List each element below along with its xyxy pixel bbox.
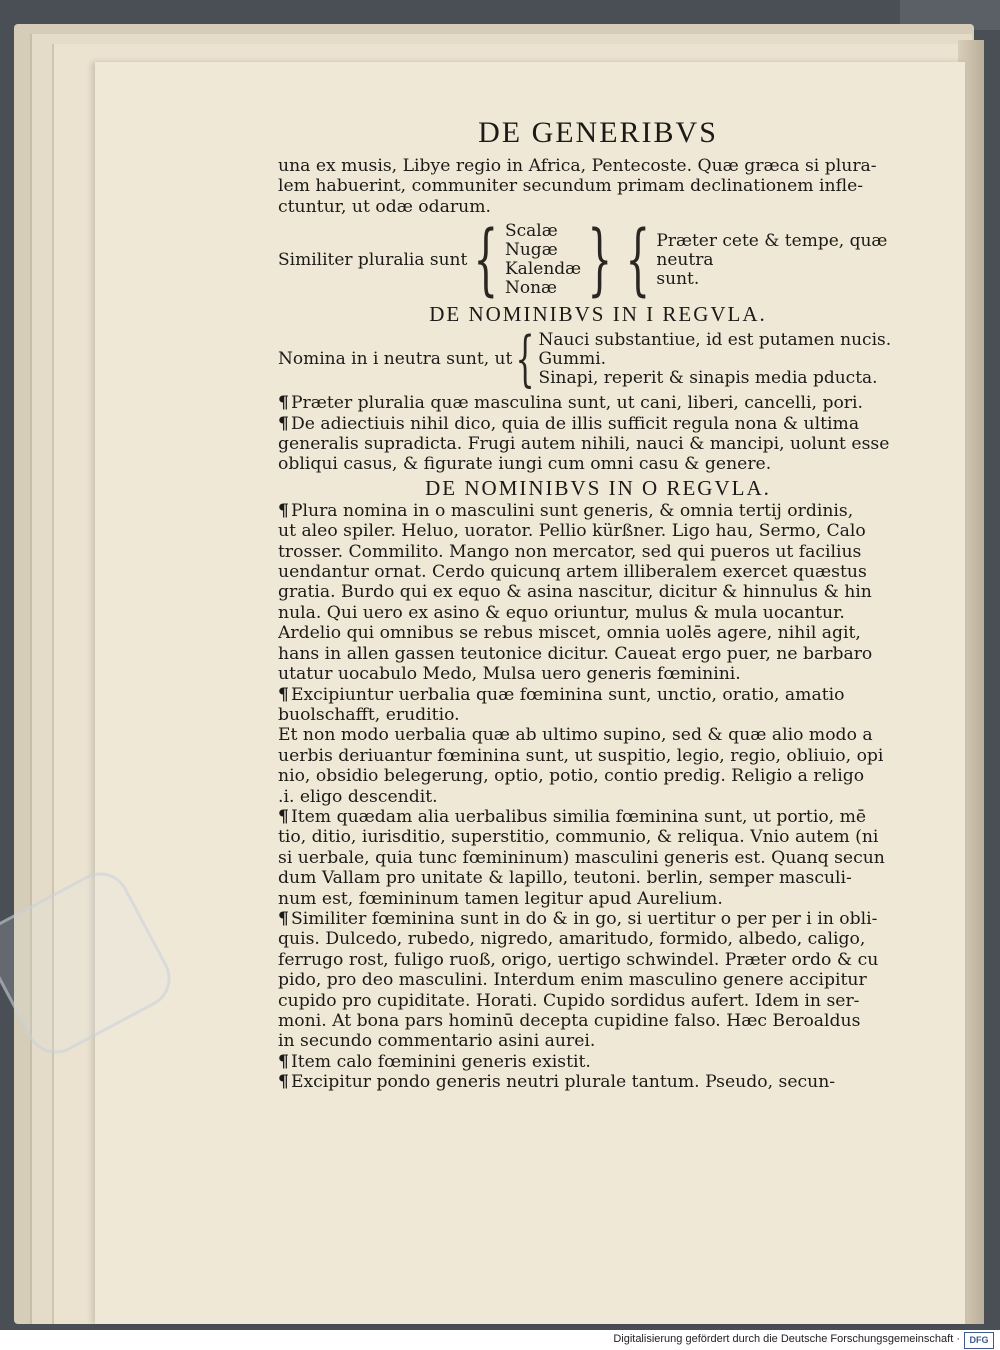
intro-line: una ex musis, Libye regio in Africa, Pentecoste. Quæ græca si plura- — [278, 156, 877, 176]
brace-item: Nauci substantiue, id est putamen nucis. — [538, 329, 892, 350]
footer-credit: Digitalisierung gefördert durch die Deutsche Forschungsgemeinschaft · — [613, 1333, 960, 1345]
intro-line: ctuntur, ut odæ odarum. — [278, 196, 491, 217]
brace-left-label: Nomina in i neutra sunt, ut — [278, 349, 513, 370]
text-line — [278, 1072, 918, 1092]
brace-item: Kalendæ — [504, 259, 582, 280]
text-line — [278, 766, 918, 786]
text-line — [278, 868, 918, 888]
line-text: Item quædam alia uerbalibus similia fœminina sunt, ut portio, mē — [290, 806, 867, 827]
paragraph — [278, 393, 918, 413]
line-text: cupido pro cupiditate. Horati. Cupido sordidus aufert. Idem in ser- — [278, 990, 860, 1011]
line-text: Similiter fœminina sunt in do & in go, si uertitur o per per i in obli- — [290, 908, 878, 929]
section-o-body — [278, 501, 918, 1093]
text-line — [278, 664, 918, 684]
line-text: .i. eligo descendit. — [278, 786, 438, 807]
text-line — [278, 623, 918, 643]
pilcrow-icon: ¶ — [278, 684, 289, 705]
brace-item: Nonæ — [504, 278, 558, 299]
left-brace-icon: { — [515, 324, 535, 395]
line-text: nula. Qui uero ex asino & equo oriuntur, mulus & mula uocantur. — [278, 602, 845, 623]
section-heading-o: DE NOMINIBVS IN O REGVLA. — [425, 475, 771, 500]
brace-item: Nugæ — [504, 240, 558, 261]
line-text: Excipiuntur uerbalia quæ fœminina sunt, unctio, oratio, amatio — [290, 684, 845, 705]
text-line — [278, 1052, 918, 1072]
line-text: moni. At bona pars hominū decepta cupidine falso. Hæc Beroaldus — [278, 1011, 861, 1031]
line-text: ut aleo spiler. Heluo, uorator. Pellio kürßner. Ligo hau, Sermo, Calo — [278, 521, 866, 542]
text-line — [278, 970, 918, 990]
text-line — [278, 603, 918, 623]
paragraph-text: Præter pluralia quæ masculina sunt, ut cani, liberi, cancelli, pori. — [290, 393, 863, 414]
line-text: dum Vallam pro unitate & lapillo, teutoni. berlin, semper masculi- — [278, 868, 852, 889]
brace-item-list — [505, 222, 581, 298]
paragraph — [278, 414, 918, 475]
line-text: Excipitur pondo generis neutri plurale tantum. Pseudo, secun- — [290, 1072, 836, 1093]
brace-item: Sinapi, reperit & sinapis media pducta. — [538, 367, 878, 388]
text-line — [278, 827, 918, 847]
line-text: quis. Dulcedo, rubedo, nigredo, amaritudo, formido, albedo, caligo, — [278, 929, 866, 950]
text-line — [278, 746, 918, 766]
footer-bar — [0, 1330, 1000, 1350]
text-line — [278, 909, 918, 929]
text-line — [278, 807, 918, 827]
text-line — [278, 685, 918, 705]
paragraph-text: De adiectiuis nihil dico, quia de illis sufficit regula nona & ultima generalis supradicta. Frugi autem nihili, nauci & mancipi, uolunt esse obliqui casus, & figurate iungi cum omni casu & genere. — [278, 413, 890, 475]
text-line — [278, 889, 918, 909]
line-text: num est, fœmininum tamen legitur apud Aurelium. — [278, 888, 723, 909]
pilcrow-icon: ¶ — [278, 908, 289, 929]
text-line — [278, 929, 918, 949]
running-head: DE GENERIBVS — [478, 116, 718, 149]
text-line — [278, 501, 918, 521]
intro-paragraph — [278, 156, 918, 217]
left-brace-icon: { — [625, 215, 651, 306]
pilcrow-icon: ¶ — [278, 1051, 289, 1072]
line-text: uerbis deriuantur fœminina sunt, ut suspitio, legio, regio, obliuio, opi — [278, 745, 884, 766]
right-brace-icon: } — [587, 215, 613, 306]
page-text — [278, 118, 918, 1093]
dfg-logo: DFG — [964, 1332, 994, 1349]
text-line — [278, 542, 918, 562]
line-text: trosser. Commilito. Mango non mercator, sed qui pueros ut facilius — [278, 541, 862, 562]
pilcrow-icon: ¶ — [278, 1072, 289, 1093]
left-brace-icon: { — [473, 215, 499, 306]
line-text: Et non modo uerbalia quæ ab ultimo supino, sed & quæ alio modo a — [278, 725, 873, 746]
line-text: nio, obsidio belegerung, optio, potio, contio predig. Religio a religo — [278, 766, 865, 787]
plurals-brace-block — [278, 215, 918, 306]
brace-right-note — [656, 232, 918, 289]
text-line — [278, 521, 918, 541]
line-text: buolschafft, eruditio. — [278, 704, 460, 725]
line-text: si uerbale, quia tunc fœmininum) masculini generis est. Quanq secun — [278, 847, 885, 868]
text-line — [278, 787, 918, 807]
pilcrow-icon: ¶ — [278, 413, 289, 434]
brace-item: Gummi. — [538, 348, 607, 369]
brace-note-line: Præter cete & tempe, quæ neutra — [656, 230, 888, 270]
line-text: utatur uocabulo Medo, Mulsa uero generis fœminini. — [278, 664, 741, 685]
line-text: in secundo commentario asini aurei. — [278, 1031, 596, 1052]
line-text: pido, pro deo masculini. Interdum enim masculino genere accipitur — [278, 970, 867, 991]
pilcrow-icon: ¶ — [278, 500, 289, 521]
line-text: Item calo fœminini generis existit. — [290, 1051, 591, 1072]
brace-note-line: sunt. — [656, 268, 700, 289]
line-text: tio, ditio, iurisditio, superstitio, communio, & reliqua. Vnio autem (ni — [278, 827, 879, 848]
line-text: gratia. Burdo qui ex equo & asina nascitur, dicitur & hinnulus & hin — [278, 582, 872, 603]
brace-item-list — [538, 331, 891, 388]
brace-item: Scalæ — [504, 221, 558, 242]
section-heading-i: DE NOMINIBVS IN I REGVLA. — [429, 302, 767, 327]
brace-left-label: Similiter pluralia sunt — [278, 250, 468, 271]
text-line — [278, 562, 918, 582]
text-line — [278, 582, 918, 602]
pilcrow-icon: ¶ — [278, 393, 289, 414]
text-line — [278, 950, 918, 970]
line-text: ferrugo rost, fuligo ruoß, origo, uertigo schwindel. Præter ordo & cu — [278, 949, 879, 970]
line-text: Plura nomina in o masculini sunt generis, & omnia tertij ordinis, — [290, 500, 854, 521]
intro-line: lem habuerint, communiter secundum primam declinationem infle- — [278, 176, 864, 197]
text-line — [278, 644, 918, 664]
line-text: hans in allen gassen teutonice dicitur. Caueat ergo puer, ne barbaro — [278, 643, 873, 664]
line-text: Ardelio qui omnibus se rebus miscet, omnia uolēs agere, nihil agit, — [278, 623, 861, 644]
text-line — [278, 1031, 918, 1051]
pilcrow-icon: ¶ — [278, 806, 289, 827]
text-line — [278, 725, 918, 745]
text-line — [278, 848, 918, 868]
line-text: uendantur ornat. Cerdo quicunq artem illiberalem exercet quæstus — [278, 562, 867, 583]
text-line — [278, 1011, 918, 1031]
text-line — [278, 991, 918, 1011]
text-line — [278, 705, 918, 725]
neutra-brace-block — [278, 324, 918, 395]
